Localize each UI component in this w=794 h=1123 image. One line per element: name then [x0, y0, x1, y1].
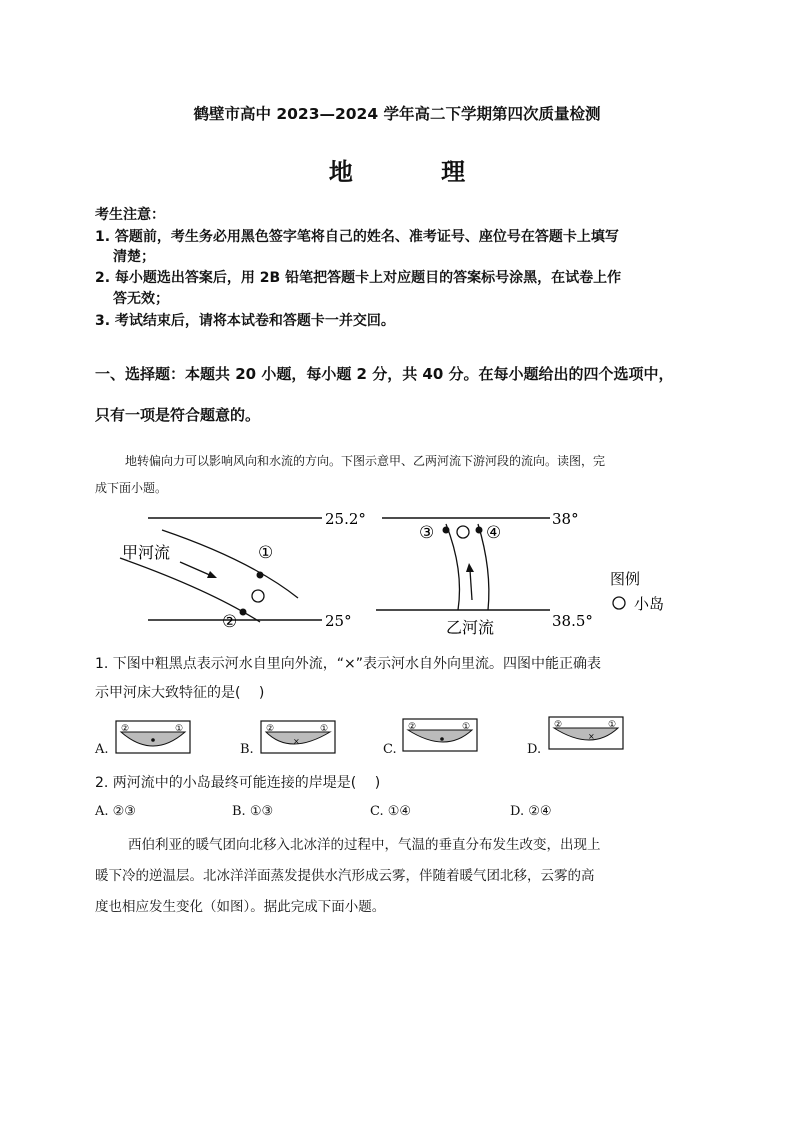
legend-island-label: 小岛	[634, 595, 665, 613]
mark-3: ③	[419, 523, 435, 543]
svg-text:×: ×	[588, 732, 595, 741]
q2-option-a[interactable]: A. ②③	[95, 804, 136, 819]
river-a-arrow-head	[207, 571, 217, 578]
intro-paragraph-2-line2: 暖下冷的逆温层。北冰洋洋面蒸发提供水汽形成云雾，伴随着暖气团北移，云雾的高	[95, 868, 595, 884]
river-a-label: 甲河流	[122, 543, 171, 562]
intro-paragraph-2-line3: 度也相应发生变化（如图）。据此完成下面小题。	[95, 899, 386, 915]
svg-text:①: ①	[175, 724, 184, 734]
svg-text:①: ①	[608, 720, 617, 730]
q2-option-c[interactable]: C. ①④	[370, 804, 412, 819]
lat-label-25-2: 25.2°	[325, 510, 366, 528]
notice-item-3: 3. 考试结束后，请将本试卷和答题卡一并交回。	[95, 313, 395, 329]
svg-text:①: ①	[462, 722, 471, 732]
section-heading-cont: 只有一项是符合题意的。	[95, 406, 261, 424]
question-1-text: 1. 下图中粗黑点表示河水自里向外流，“×”表示河水自外向里流。四图中能正确表	[95, 656, 602, 672]
river-b-flow-arrow	[470, 570, 472, 600]
q1-option-c-label[interactable]: C.	[383, 742, 397, 757]
notice-heading: 考生注意：	[95, 207, 165, 223]
q2-option-b[interactable]: B. ①③	[232, 804, 274, 819]
notice-item-1-cont: 清楚；	[113, 249, 155, 265]
intro-paragraph-2: 西伯利亚的暖气团向北移入北冰洋的过程中，气温的垂直分布发生改变，出现上	[128, 837, 601, 853]
question-2-text: 2. 两河流中的小岛最终可能连接的岸堤是( )	[95, 775, 381, 791]
mark-4: ④	[486, 523, 502, 543]
island-a	[252, 590, 264, 602]
legend-island-icon	[613, 597, 625, 609]
lat-label-25: 25°	[325, 612, 352, 630]
notice-item-1: 1. 答题前，考生务必用黑色签字笔将自己的姓名、准考证号、座位号在答题卡上填写	[95, 229, 619, 245]
lat-label-38: 38°	[552, 510, 579, 528]
river-a-flow-arrow	[180, 562, 212, 576]
exam-title: 鹤壁市高中 2023—2024 学年高二下学期第四次质量检测	[193, 105, 601, 123]
svg-text:①: ①	[320, 724, 329, 734]
svg-text:②: ②	[554, 720, 563, 730]
river-figure	[100, 500, 700, 650]
q1-option-d-label[interactable]: D.	[527, 742, 542, 757]
mark-1: ①	[258, 543, 274, 563]
bank-4-dot	[476, 527, 483, 534]
bank-1-dot	[257, 572, 264, 579]
question-1-text-cont: 示甲河床大致特征的是( )	[95, 685, 265, 701]
river-a-bank-upper	[162, 530, 298, 598]
section-heading: 一、选择题：本题共 20 小题，每小题 2 分，共 40 分。在每小题给出的四个选项中，	[95, 365, 674, 383]
legend-title: 图例	[610, 570, 641, 588]
q1-option-a-diagram[interactable]	[115, 720, 191, 754]
svg-text:②: ②	[408, 722, 417, 732]
bank-3-dot	[443, 527, 450, 534]
q1-option-b-diagram[interactable]	[260, 720, 336, 754]
subject-title: 地 理	[328, 158, 506, 186]
svg-text:②: ②	[121, 724, 130, 734]
lat-label-38-5: 38.5°	[552, 612, 593, 630]
river-b-arrow-head	[466, 563, 474, 572]
q1-option-b-label[interactable]: B.	[240, 742, 254, 757]
notice-item-2: 2. 每小题选出答案后，用 2B 铅笔把答题卡上对应题目的答案标号涂黑，在试卷上作	[95, 270, 622, 286]
q1-option-d-diagram[interactable]	[548, 716, 624, 750]
bank-2-dot	[240, 609, 247, 616]
q2-option-d[interactable]: D. ②④	[510, 804, 552, 819]
intro-paragraph-1: 地转偏向力可以影响风向和水流的方向。下图示意甲、乙两河流下游河段的流向。读图，完	[125, 454, 606, 468]
river-b-bank-left	[446, 524, 460, 610]
notice-item-2-cont: 答无效；	[113, 291, 169, 307]
svg-text:×: ×	[293, 737, 300, 746]
river-a-bank-lower	[120, 558, 260, 622]
svg-text:②: ②	[266, 724, 275, 734]
q1-option-a-label[interactable]: A.	[95, 742, 109, 757]
q1-option-c-diagram[interactable]	[402, 718, 478, 752]
island-b	[457, 526, 469, 538]
river-b-label: 乙河流	[446, 618, 495, 637]
mark-2: ②	[222, 612, 238, 632]
intro-paragraph-1-cont: 成下面小题。	[95, 481, 168, 495]
